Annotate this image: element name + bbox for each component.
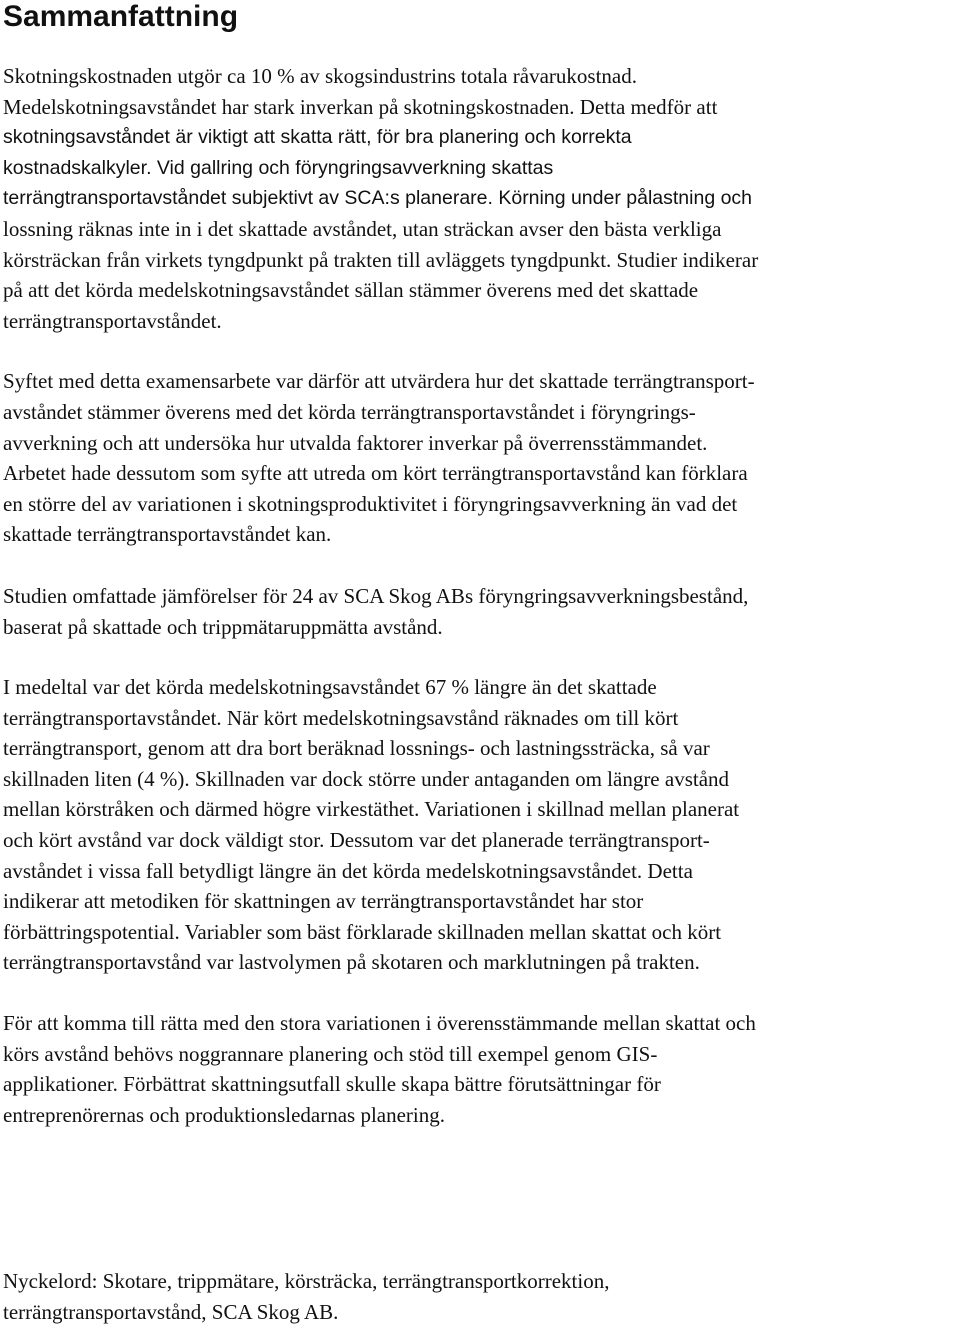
text-line: avståndet stämmer överens med det körda terrängtransportavståndet i föryngrings- xyxy=(3,399,696,424)
text-line: Syftet med detta examensarbete var därför att utvärdera hur det skattade terrängtransport- xyxy=(3,369,755,394)
text-line: terrängtransportavståndet. xyxy=(3,308,222,333)
paragraph-purpose xyxy=(3,366,960,550)
text-line: körs avstånd behövs noggrannare planering och stöd till exempel genom GIS- xyxy=(3,1041,658,1066)
text-line: skotningsavståndet är viktigt att skatta rätt, för bra planering och korrekta xyxy=(3,126,632,149)
text-line: terrängtransportavstånd var lastvolymen på skotaren och marklutningen på trakten. xyxy=(3,950,700,975)
text-line: terrängtransportavståndet. När kört medelskotningsavstånd räknades om till kört xyxy=(3,705,679,730)
paragraph-results xyxy=(3,672,960,978)
text-line: på att det körda medelskotningsavståndet sällan stämmer överens med det skattade xyxy=(3,278,699,303)
text-line: terrängtransport, genom att dra bort beräknad lossnings- och lastningssträcka, så var xyxy=(3,736,710,761)
text-line: förbättringspotential. Variabler som bäst förklarade skillnaden mellan skattat och kört xyxy=(3,919,722,944)
text-line: avverkning och att undersöka hur utvalda faktorer inverkar på överrensstämmandet. xyxy=(3,430,708,455)
text-line: Nyckelord: Skotare, trippmätare, körsträcka, terrängtransportkorrektion, xyxy=(3,1269,610,1293)
text-line: körsträckan från virkets tyngdpunkt på trakten till avläggets tyngdpunkt. Studier indikerar xyxy=(3,247,759,272)
text-line: och kört avstånd var dock väldigt stor. Dessutom var det planerade terrängtransport- xyxy=(3,828,710,853)
text-line: lossning räknas inte in i det skattade avståndet, utan sträckan avser den bästa verkliga xyxy=(3,216,722,241)
text-line: indikerar att metodiken för skattningen av terrängtransportavståndet har stor xyxy=(3,889,644,914)
text-line: skillnaden liten (4 %). Skillnaden var dock större under antaganden om längre avstånd xyxy=(3,766,730,791)
keywords xyxy=(3,1266,609,1327)
text-line: entreprenörernas och produktionsledarnas planering. xyxy=(3,1102,446,1127)
text-line: Skotningskostnaden utgör ca 10 % av skogsindustrins totala råvarukostnad. xyxy=(3,64,637,88)
page-title: Sammanfattning xyxy=(3,0,239,33)
paragraph-conclusion xyxy=(3,1008,960,1130)
text-line: skattade terrängtransportavståndet kan. xyxy=(3,522,332,547)
text-line: För att komma till rätta med den stora variationen i överensstämmande mellan skattat och xyxy=(3,1011,756,1036)
text-line: I medeltal var det körda medelskotningsavståndet 67 % längre än det skattade xyxy=(3,675,657,700)
text-line: baserat på skattade och trippmätaruppmätta avstånd. xyxy=(3,614,443,639)
text-line: mellan körstråken och därmed högre virkestäthet. Variationen i skillnad mellan planerat xyxy=(3,797,740,822)
paragraph-intro xyxy=(3,61,960,336)
paragraph-scope xyxy=(3,581,960,642)
document-page xyxy=(3,0,960,1324)
text-line: Medelskotningsavståndet har stark inverkan på skotningskostnaden. Detta medför att xyxy=(3,94,718,119)
text-line: applikationer. Förbättrat skattningsutfall skulle skapa bättre förutsättningar för xyxy=(3,1072,661,1097)
text-line: kostnadskalkyler. Vid gallring och föryngringsavverkning skattas xyxy=(3,156,554,179)
text-line: avståndet i vissa fall betydligt längre än det körda medelskotningsavståndet. Detta xyxy=(3,858,693,883)
text-line: Studien omfattade jämförelser för 24 av SCA Skog ABs föryngringsavverkningsbestånd, xyxy=(3,583,749,608)
text-line: terrängtransportavstånd, SCA Skog AB. xyxy=(3,1299,339,1324)
text-line: terrängtransportavståndet subjektivt av SCA:s planerare. Körning under pålastning och xyxy=(3,187,753,210)
text-line: en större del av variationen i skotningsproduktivitet i föryngringsavverkning än vad det xyxy=(3,491,738,516)
text-line: Arbetet hade dessutom som syfte att utreda om kört terrängtransportavstånd kan förklara xyxy=(3,461,748,486)
